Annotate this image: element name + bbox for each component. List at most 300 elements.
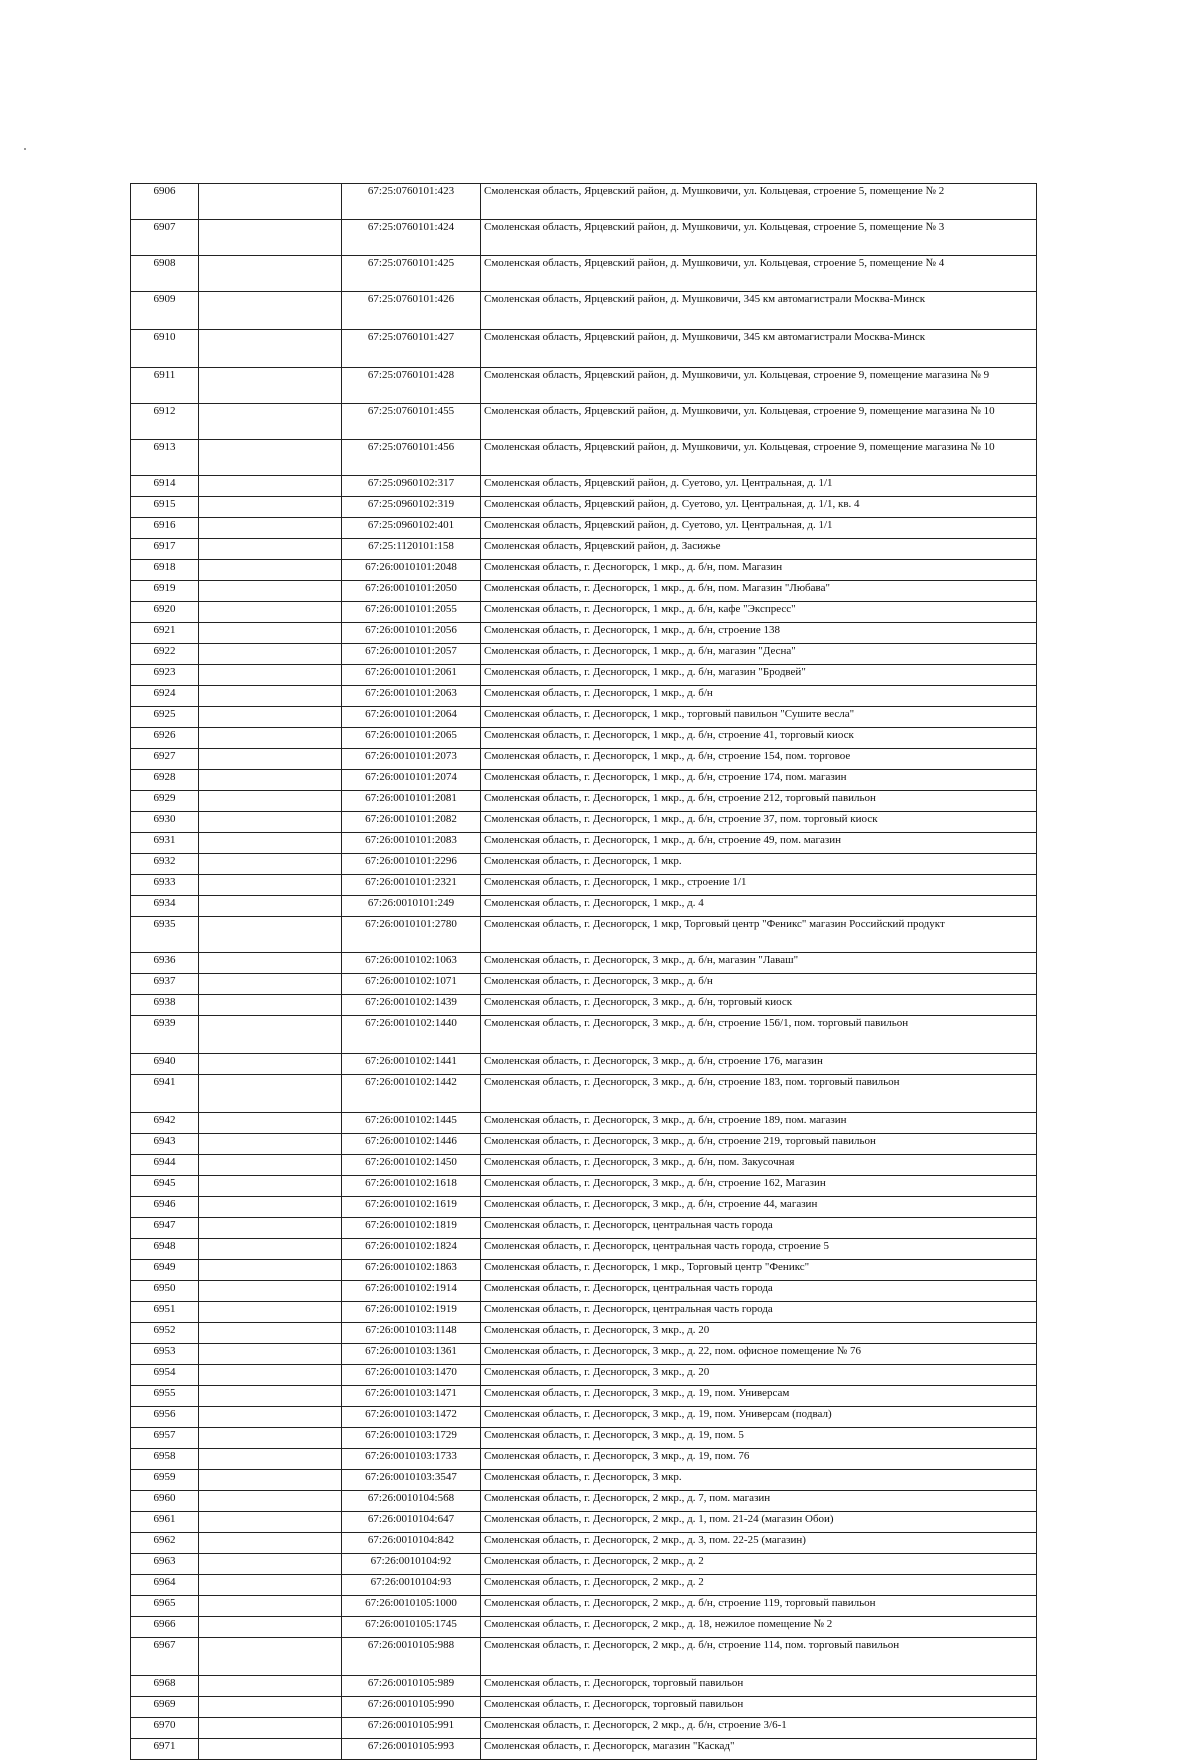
cadastral-number: 67:25:0760101:423 <box>342 184 481 220</box>
table-row <box>131 953 1037 974</box>
empty-cell <box>199 1554 342 1575</box>
empty-cell <box>199 404 342 440</box>
row-number: 6919 <box>131 581 199 602</box>
address: Смоленская область, г. Десногорск, центральная часть города, строение 5 <box>481 1239 1037 1260</box>
row-number: 6942 <box>131 1113 199 1134</box>
empty-cell <box>199 1134 342 1155</box>
cadastral-number: 67:25:1120101:158 <box>342 539 481 560</box>
empty-cell <box>199 1638 342 1676</box>
table-row <box>131 1575 1037 1596</box>
cadastral-number: 67:25:0960102:319 <box>342 497 481 518</box>
empty-cell <box>199 1365 342 1386</box>
row-number: 6944 <box>131 1155 199 1176</box>
address: Смоленская область, г. Десногорск, 2 мкр., д. 2 <box>481 1575 1037 1596</box>
row-number: 6908 <box>131 256 199 292</box>
row-number: 6916 <box>131 518 199 539</box>
row-number: 6924 <box>131 686 199 707</box>
table-row <box>131 917 1037 953</box>
address: Смоленская область, г. Десногорск, 2 мкр., д. 18, нежилое помещение № 2 <box>481 1617 1037 1638</box>
table-row <box>131 1075 1037 1113</box>
empty-cell <box>199 1617 342 1638</box>
row-number: 6929 <box>131 791 199 812</box>
address: Смоленская область, Ярцевский район, д. Суетово, ул. Центральная, д. 1/1, кв. 4 <box>481 497 1037 518</box>
address: Смоленская область, г. Десногорск, 1 мкр., д. б/н, строение 154, пом. торговое <box>481 749 1037 770</box>
empty-cell <box>199 1739 342 1760</box>
cadastral-number: 67:26:0010102:1445 <box>342 1113 481 1134</box>
row-number: 6913 <box>131 440 199 476</box>
address: Смоленская область, г. Десногорск, 1 мкр., д. б/н <box>481 686 1037 707</box>
empty-cell <box>199 1016 342 1054</box>
cadastral-number: 67:26:0010103:1472 <box>342 1407 481 1428</box>
empty-cell <box>199 1428 342 1449</box>
table-row <box>131 875 1037 896</box>
cadastral-number: 67:26:0010101:2056 <box>342 623 481 644</box>
cadastral-number: 67:26:0010104:647 <box>342 1512 481 1533</box>
table-row <box>131 404 1037 440</box>
empty-cell <box>199 1155 342 1176</box>
address: Смоленская область, г. Десногорск, 1 мкр., торговый павильон "Сушите весла" <box>481 707 1037 728</box>
cadastral-number: 67:26:0010102:1440 <box>342 1016 481 1054</box>
table-row <box>131 749 1037 770</box>
cadastral-number: 67:25:0760101:455 <box>342 404 481 440</box>
address: Смоленская область, г. Десногорск, 2 мкр., д. 1, пом. 21-24 (магазин Обои) <box>481 1512 1037 1533</box>
empty-cell <box>199 1718 342 1739</box>
row-number: 6956 <box>131 1407 199 1428</box>
row-number: 6921 <box>131 623 199 644</box>
row-number: 6940 <box>131 1054 199 1075</box>
cadastral-number: 67:26:0010101:2073 <box>342 749 481 770</box>
cadastral-number: 67:26:0010105:990 <box>342 1697 481 1718</box>
address: Смоленская область, г. Десногорск, 1 мкр., д. б/н, строение 41, торговый киоск <box>481 728 1037 749</box>
row-number: 6909 <box>131 292 199 330</box>
row-number: 6951 <box>131 1302 199 1323</box>
row-number: 6971 <box>131 1739 199 1760</box>
table-row <box>131 1386 1037 1407</box>
address: Смоленская область, г. Десногорск, 3 мкр., д. 20 <box>481 1365 1037 1386</box>
table-row <box>131 1155 1037 1176</box>
row-number: 6960 <box>131 1491 199 1512</box>
cadastral-number: 67:26:0010102:1063 <box>342 953 481 974</box>
empty-cell <box>199 665 342 686</box>
table-body <box>131 184 1037 1760</box>
row-number: 6964 <box>131 1575 199 1596</box>
cadastral-number: 67:25:0760101:426 <box>342 292 481 330</box>
row-number: 6907 <box>131 220 199 256</box>
row-number: 6943 <box>131 1134 199 1155</box>
address: Смоленская область, г. Десногорск, 3 мкр., д. б/н, строение 156/1, пом. торговый павильон <box>481 1016 1037 1054</box>
row-number: 6949 <box>131 1260 199 1281</box>
table-row <box>131 256 1037 292</box>
row-number: 6957 <box>131 1428 199 1449</box>
address: Смоленская область, г. Десногорск, 1 мкр., строение 1/1 <box>481 875 1037 896</box>
address: Смоленская область, Ярцевский район, д. Мушковичи, ул. Кольцевая, строение 5, помещение № 3 <box>481 220 1037 256</box>
cadastral-number: 67:26:0010105:989 <box>342 1676 481 1697</box>
empty-cell <box>199 368 342 404</box>
row-number: 6967 <box>131 1638 199 1676</box>
empty-cell <box>199 791 342 812</box>
row-number: 6935 <box>131 917 199 953</box>
property-list-sheet <box>130 183 1036 1760</box>
table-row <box>131 686 1037 707</box>
address: Смоленская область, г. Десногорск, 3 мкр. <box>481 1470 1037 1491</box>
address: Смоленская область, г. Десногорск, 3 мкр., д. 19, пом. 5 <box>481 1428 1037 1449</box>
row-number: 6947 <box>131 1218 199 1239</box>
table-row <box>131 1449 1037 1470</box>
empty-cell <box>199 917 342 953</box>
cadastral-number: 67:26:0010102:1824 <box>342 1239 481 1260</box>
empty-cell <box>199 749 342 770</box>
empty-cell <box>199 184 342 220</box>
cadastral-number: 67:26:0010102:1450 <box>342 1155 481 1176</box>
row-number: 6959 <box>131 1470 199 1491</box>
row-number: 6911 <box>131 368 199 404</box>
address: Смоленская область, Ярцевский район, д. Мушковичи, ул. Кольцевая, строение 9, помещение магазина № 10 <box>481 440 1037 476</box>
address: Смоленская область, г. Десногорск, торговый павильон <box>481 1676 1037 1697</box>
table-row <box>131 1407 1037 1428</box>
table-row <box>131 1344 1037 1365</box>
address: Смоленская область, Ярцевский район, д. Мушковичи, ул. Кольцевая, строение 5, помещение № 4 <box>481 256 1037 292</box>
empty-cell <box>199 896 342 917</box>
row-number: 6958 <box>131 1449 199 1470</box>
cadastral-number: 67:26:0010101:2055 <box>342 602 481 623</box>
table-row <box>131 1054 1037 1075</box>
empty-cell <box>199 518 342 539</box>
cadastral-number: 67:26:0010105:991 <box>342 1718 481 1739</box>
cadastral-number: 67:26:0010103:1148 <box>342 1323 481 1344</box>
table-row <box>131 665 1037 686</box>
row-number: 6914 <box>131 476 199 497</box>
empty-cell <box>199 1197 342 1218</box>
cadastral-number: 67:26:0010102:1919 <box>342 1302 481 1323</box>
table-row <box>131 1281 1037 1302</box>
cadastral-number: 67:25:0960102:317 <box>342 476 481 497</box>
row-number: 6969 <box>131 1697 199 1718</box>
empty-cell <box>199 995 342 1016</box>
empty-cell <box>199 1470 342 1491</box>
address: Смоленская область, Ярцевский район, д. Мушковичи, 345 км автомагистрали Москва-Минск <box>481 330 1037 368</box>
table-row <box>131 1554 1037 1575</box>
cadastral-number: 67:26:0010101:2074 <box>342 770 481 791</box>
table-row <box>131 1512 1037 1533</box>
table-row <box>131 1428 1037 1449</box>
address: Смоленская область, г. Десногорск, 2 мкр., д. 2 <box>481 1554 1037 1575</box>
row-number: 6915 <box>131 497 199 518</box>
row-number: 6962 <box>131 1533 199 1554</box>
row-number: 6963 <box>131 1554 199 1575</box>
row-number: 6918 <box>131 560 199 581</box>
row-number: 6965 <box>131 1596 199 1617</box>
cadastral-number: 67:26:0010104:842 <box>342 1533 481 1554</box>
table-row <box>131 1697 1037 1718</box>
table-row <box>131 728 1037 749</box>
empty-cell <box>199 1302 342 1323</box>
cadastral-number: 67:26:0010102:1618 <box>342 1176 481 1197</box>
empty-cell <box>199 1596 342 1617</box>
cadastral-number: 67:26:0010101:2057 <box>342 644 481 665</box>
row-number: 6933 <box>131 875 199 896</box>
address: Смоленская область, г. Десногорск, 1 мкр. <box>481 854 1037 875</box>
row-number: 6941 <box>131 1075 199 1113</box>
address: Смоленская область, г. Десногорск, 3 мкр., д. 19, пом. 76 <box>481 1449 1037 1470</box>
table-row <box>131 833 1037 854</box>
address: Смоленская область, г. Десногорск, 2 мкр., д. б/н, строение 119, торговый павильон <box>481 1596 1037 1617</box>
address: Смоленская область, г. Десногорск, 1 мкр., д. б/н, строение 174, пом. магазин <box>481 770 1037 791</box>
empty-cell <box>199 256 342 292</box>
cadastral-number: 67:25:0960102:401 <box>342 518 481 539</box>
cadastral-number: 67:26:0010103:1729 <box>342 1428 481 1449</box>
cadastral-number: 67:26:0010103:1470 <box>342 1365 481 1386</box>
cadastral-number: 67:26:0010102:1442 <box>342 1075 481 1113</box>
table-row <box>131 539 1037 560</box>
address: Смоленская область, г. Десногорск, 3 мкр., д. 22, пом. офисное помещение № 76 <box>481 1344 1037 1365</box>
empty-cell <box>199 1054 342 1075</box>
empty-cell <box>199 875 342 896</box>
row-number: 6950 <box>131 1281 199 1302</box>
row-number: 6928 <box>131 770 199 791</box>
table-row <box>131 1739 1037 1760</box>
table-row <box>131 1302 1037 1323</box>
table-row <box>131 644 1037 665</box>
cadastral-number: 67:26:0010101:2296 <box>342 854 481 875</box>
cadastral-number: 67:26:0010102:1439 <box>342 995 481 1016</box>
table-row <box>131 623 1037 644</box>
row-number: 6906 <box>131 184 199 220</box>
table-row <box>131 1638 1037 1676</box>
cadastral-number: 67:25:0760101:425 <box>342 256 481 292</box>
row-number: 6939 <box>131 1016 199 1054</box>
address: Смоленская область, Ярцевский район, д. Мушковичи, ул. Кольцевая, строение 9, помещение магазина № 10 <box>481 404 1037 440</box>
table-row <box>131 581 1037 602</box>
cadastral-number: 67:26:0010101:2780 <box>342 917 481 953</box>
cadastral-number: 67:26:0010105:988 <box>342 1638 481 1676</box>
address: Смоленская область, г. Десногорск, торговый павильон <box>481 1697 1037 1718</box>
property-table <box>130 183 1037 1760</box>
address: Смоленская область, г. Десногорск, 3 мкр., д. б/н, пом. Закусочная <box>481 1155 1037 1176</box>
table-row <box>131 1016 1037 1054</box>
table-row <box>131 184 1037 220</box>
cadastral-number: 67:26:0010102:1863 <box>342 1260 481 1281</box>
cadastral-number: 67:25:0760101:427 <box>342 330 481 368</box>
cadastral-number: 67:26:0010102:1071 <box>342 974 481 995</box>
address: Смоленская область, г. Десногорск, 2 мкр., д. 7, пом. магазин <box>481 1491 1037 1512</box>
address: Смоленская область, г. Десногорск, 3 мкр., д. б/н, магазин "Лаваш" <box>481 953 1037 974</box>
empty-cell <box>199 1407 342 1428</box>
cadastral-number: 67:26:0010101:2063 <box>342 686 481 707</box>
row-number: 6938 <box>131 995 199 1016</box>
empty-cell <box>199 220 342 256</box>
row-number: 6917 <box>131 539 199 560</box>
address: Смоленская область, г. Десногорск, 3 мкр., д. б/н, строение 189, пом. магазин <box>481 1113 1037 1134</box>
empty-cell <box>199 623 342 644</box>
table-row <box>131 896 1037 917</box>
row-number: 6910 <box>131 330 199 368</box>
address: Смоленская область, г. Десногорск, 3 мкр., д. 19, пом. Универсам <box>481 1386 1037 1407</box>
table-row <box>131 1365 1037 1386</box>
cadastral-number: 67:26:0010101:2061 <box>342 665 481 686</box>
table-row <box>131 812 1037 833</box>
empty-cell <box>199 833 342 854</box>
cadastral-number: 67:26:0010103:1471 <box>342 1386 481 1407</box>
cadastral-number: 67:25:0760101:456 <box>342 440 481 476</box>
empty-cell <box>199 1113 342 1134</box>
row-number: 6945 <box>131 1176 199 1197</box>
address: Смоленская область, Ярцевский район, д. Суетово, ул. Центральная, д. 1/1 <box>481 476 1037 497</box>
table-row <box>131 292 1037 330</box>
row-number: 6961 <box>131 1512 199 1533</box>
address: Смоленская область, г. Десногорск, центральная часть города <box>481 1281 1037 1302</box>
table-row <box>131 497 1037 518</box>
empty-cell <box>199 1260 342 1281</box>
scan-speck <box>24 148 26 150</box>
row-number: 6948 <box>131 1239 199 1260</box>
table-row <box>131 707 1037 728</box>
empty-cell <box>199 497 342 518</box>
address: Смоленская область, г. Десногорск, 3 мкр., д. б/н, строение 183, пом. торговый павильон <box>481 1075 1037 1113</box>
cadastral-number: 67:26:0010101:249 <box>342 896 481 917</box>
address: Смоленская область, г. Десногорск, 3 мкр., д. 19, пом. Универсам (подвал) <box>481 1407 1037 1428</box>
empty-cell <box>199 1386 342 1407</box>
empty-cell <box>199 1512 342 1533</box>
row-number: 6937 <box>131 974 199 995</box>
address: Смоленская область, г. Десногорск, 1 мкр., д. б/н, пом. Магазин "Любава" <box>481 581 1037 602</box>
empty-cell <box>199 686 342 707</box>
table-row <box>131 560 1037 581</box>
empty-cell <box>199 1239 342 1260</box>
table-row <box>131 1176 1037 1197</box>
address: Смоленская область, г. Десногорск, 2 мкр., д. б/н, строение 3/6-1 <box>481 1718 1037 1739</box>
address: Смоленская область, г. Десногорск, 1 мкр., д. б/н, магазин "Бродвей" <box>481 665 1037 686</box>
row-number: 6922 <box>131 644 199 665</box>
address: Смоленская область, г. Десногорск, центральная часть города <box>481 1218 1037 1239</box>
cadastral-number: 67:26:0010105:993 <box>342 1739 481 1760</box>
row-number: 6946 <box>131 1197 199 1218</box>
empty-cell <box>199 1344 342 1365</box>
row-number: 6927 <box>131 749 199 770</box>
table-row <box>131 220 1037 256</box>
address: Смоленская область, г. Десногорск, 1 мкр, Торговый центр "Феникс" магазин Российский продукт <box>481 917 1037 953</box>
table-row <box>131 1260 1037 1281</box>
empty-cell <box>199 330 342 368</box>
cadastral-number: 67:26:0010103:1361 <box>342 1344 481 1365</box>
empty-cell <box>199 1491 342 1512</box>
empty-cell <box>199 1323 342 1344</box>
row-number: 6968 <box>131 1676 199 1697</box>
empty-cell <box>199 539 342 560</box>
address: Смоленская область, Ярцевский район, д. Засижье <box>481 539 1037 560</box>
row-number: 6926 <box>131 728 199 749</box>
table-row <box>131 1617 1037 1638</box>
cadastral-number: 67:26:0010102:1446 <box>342 1134 481 1155</box>
row-number: 6912 <box>131 404 199 440</box>
address: Смоленская область, г. Десногорск, 3 мкр., д. б/н, строение 219, торговый павильон <box>481 1134 1037 1155</box>
address: Смоленская область, г. Десногорск, 3 мкр., д. б/н, торговый киоск <box>481 995 1037 1016</box>
address: Смоленская область, г. Десногорск, 3 мкр., д. б/н, строение 44, магазин <box>481 1197 1037 1218</box>
address: Смоленская область, г. Десногорск, 1 мкр., д. б/н, строение 138 <box>481 623 1037 644</box>
cadastral-number: 67:26:0010101:2050 <box>342 581 481 602</box>
row-number: 6931 <box>131 833 199 854</box>
empty-cell <box>199 812 342 833</box>
row-number: 6930 <box>131 812 199 833</box>
row-number: 6966 <box>131 1617 199 1638</box>
cadastral-number: 67:26:0010101:2064 <box>342 707 481 728</box>
empty-cell <box>199 1075 342 1113</box>
table-row <box>131 440 1037 476</box>
cadastral-number: 67:26:0010101:2065 <box>342 728 481 749</box>
table-row <box>131 791 1037 812</box>
table-row <box>131 854 1037 875</box>
address: Смоленская область, г. Десногорск, центральная часть города <box>481 1302 1037 1323</box>
empty-cell <box>199 581 342 602</box>
row-number: 6970 <box>131 1718 199 1739</box>
table-row <box>131 602 1037 623</box>
cadastral-number: 67:26:0010101:2321 <box>342 875 481 896</box>
cadastral-number: 67:26:0010101:2082 <box>342 812 481 833</box>
table-row <box>131 518 1037 539</box>
row-number: 6955 <box>131 1386 199 1407</box>
table-row <box>131 1323 1037 1344</box>
cadastral-number: 67:26:0010101:2048 <box>342 560 481 581</box>
row-number: 6936 <box>131 953 199 974</box>
table-row <box>131 1218 1037 1239</box>
empty-cell <box>199 440 342 476</box>
cadastral-number: 67:26:0010102:1819 <box>342 1218 481 1239</box>
row-number: 6954 <box>131 1365 199 1386</box>
table-row <box>131 1533 1037 1554</box>
empty-cell <box>199 560 342 581</box>
empty-cell <box>199 476 342 497</box>
table-row <box>131 974 1037 995</box>
address: Смоленская область, г. Десногорск, 3 мкр., д. б/н, строение 162, Магазин <box>481 1176 1037 1197</box>
address: Смоленская область, г. Десногорск, 1 мкр., д. б/н, пом. Магазин <box>481 560 1037 581</box>
empty-cell <box>199 974 342 995</box>
empty-cell <box>199 1697 342 1718</box>
address: Смоленская область, г. Десногорск, магазин "Каскад" <box>481 1739 1037 1760</box>
empty-cell <box>199 1533 342 1554</box>
empty-cell <box>199 644 342 665</box>
address: Смоленская область, Ярцевский район, д. Мушковичи, 345 км автомагистрали Москва-Минск <box>481 292 1037 330</box>
empty-cell <box>199 1176 342 1197</box>
cadastral-number: 67:26:0010101:2083 <box>342 833 481 854</box>
address: Смоленская область, Ярцевский район, д. Мушковичи, ул. Кольцевая, строение 9, помещение магазина № 9 <box>481 368 1037 404</box>
table-row <box>131 1491 1037 1512</box>
empty-cell <box>199 707 342 728</box>
table-row <box>131 1197 1037 1218</box>
empty-cell <box>199 953 342 974</box>
cadastral-number: 67:26:0010103:3547 <box>342 1470 481 1491</box>
empty-cell <box>199 1449 342 1470</box>
table-row <box>131 476 1037 497</box>
address: Смоленская область, г. Десногорск, 1 мкр., д. б/н, магазин "Десна" <box>481 644 1037 665</box>
address: Смоленская область, г. Десногорск, 1 мкр., д. б/н, строение 212, торговый павильон <box>481 791 1037 812</box>
table-row <box>131 1676 1037 1697</box>
row-number: 6953 <box>131 1344 199 1365</box>
empty-cell <box>199 1676 342 1697</box>
address: Смоленская область, г. Десногорск, 1 мкр., д. 4 <box>481 896 1037 917</box>
cadastral-number: 67:26:0010104:92 <box>342 1554 481 1575</box>
cadastral-number: 67:26:0010104:93 <box>342 1575 481 1596</box>
address: Смоленская область, Ярцевский район, д. Мушковичи, ул. Кольцевая, строение 5, помещение № 2 <box>481 184 1037 220</box>
table-row <box>131 1239 1037 1260</box>
address: Смоленская область, г. Десногорск, 1 мкр., д. б/н, кафе "Экспресс" <box>481 602 1037 623</box>
empty-cell <box>199 1281 342 1302</box>
table-row <box>131 770 1037 791</box>
table-row <box>131 1596 1037 1617</box>
cadastral-number: 67:26:0010103:1733 <box>342 1449 481 1470</box>
address: Смоленская область, Ярцевский район, д. Суетово, ул. Центральная, д. 1/1 <box>481 518 1037 539</box>
address: Смоленская область, г. Десногорск, 1 мкр., д. б/н, строение 37, пом. торговый киоск <box>481 812 1037 833</box>
address: Смоленская область, г. Десногорск, 3 мкр., д. 20 <box>481 1323 1037 1344</box>
address: Смоленская область, г. Десногорск, 3 мкр., д. б/н, строение 176, магазин <box>481 1054 1037 1075</box>
